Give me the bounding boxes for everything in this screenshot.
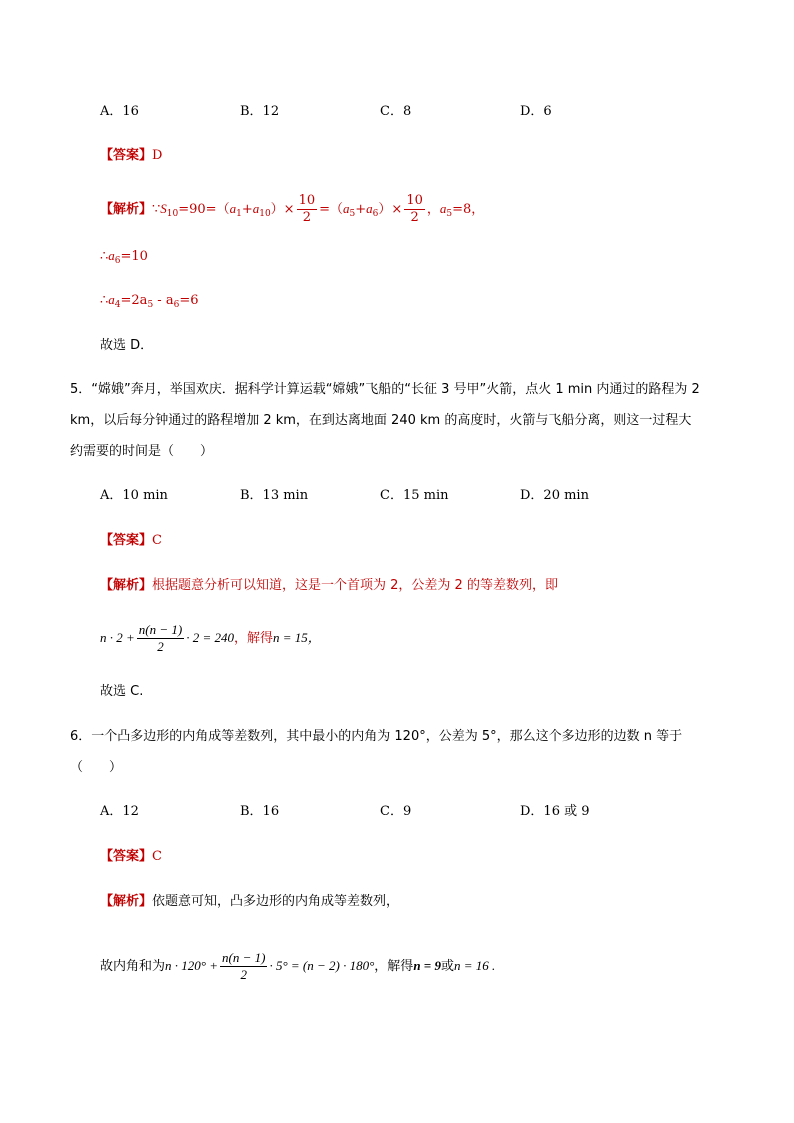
q6-option-d: D．16 或 9 xyxy=(520,804,590,819)
q5-answer-value: C xyxy=(152,533,162,548)
q6-option-c: C．9 xyxy=(380,804,412,819)
q4-a5b: a xyxy=(439,201,447,216)
q4-because: ∵ xyxy=(152,202,161,217)
q4-frac1-den: 2 xyxy=(302,210,311,225)
q4-a5-sub: 5 xyxy=(349,209,356,219)
q4-analysis-line1 xyxy=(100,193,484,226)
q4-analysis-line2 xyxy=(100,246,148,271)
q5-stem-line3: 约需要的时间是（ ） xyxy=(70,444,214,459)
q4-close1: ）× xyxy=(270,202,295,217)
q4-answer xyxy=(100,146,162,166)
q5-option-d: D．20 min xyxy=(520,488,589,503)
q4-s-sub: 10 xyxy=(166,209,179,219)
q5-frac-den: 2 xyxy=(157,639,164,654)
q6-analysis-tag: 【解析】 xyxy=(100,894,153,909)
q4-plus1: + xyxy=(241,202,253,217)
q6-formula-pre-text: 故内角和为 xyxy=(100,959,166,974)
q4-line3-rest: =6 xyxy=(179,293,199,308)
q4-frac2-num: 10 xyxy=(406,193,423,208)
q6-formula-solve: ，解得 xyxy=(374,959,414,974)
q4-option-a: A．16 xyxy=(100,104,139,119)
q6-frac-den: 2 xyxy=(240,967,247,982)
q4-plus2: + xyxy=(355,202,367,217)
q4-a6: a xyxy=(366,201,373,216)
q6-formula-n9: n = 9 xyxy=(413,958,441,973)
q6-option-a: A．12 xyxy=(100,804,139,819)
q5-formula-solve: ，解得 xyxy=(234,631,274,646)
q6-answer-value: C xyxy=(152,849,162,864)
q4-eq8: =8， xyxy=(452,202,485,217)
q4-option-d: D．6 xyxy=(520,104,552,119)
q6-formula-or: 或 xyxy=(440,959,454,974)
q5-answer-tag: 【答案】 xyxy=(100,533,153,548)
q4-s: S xyxy=(160,201,167,216)
q4-line3-mid: =2a xyxy=(120,293,148,308)
q6-formula-post: · 5° = (n − 2) · 180° xyxy=(269,958,375,973)
q5-frac-num: n(n − 1) xyxy=(138,622,183,637)
q4-comma: ， xyxy=(426,202,440,217)
q6-analysis-text: 依题意可知，凸多边形的内角成等差数列， xyxy=(152,894,400,909)
q4-a6-sub: 6 xyxy=(372,209,379,219)
q6-frac-num: n(n − 1) xyxy=(222,950,266,965)
q4-line3-sub: 4 xyxy=(114,300,121,310)
q4-answer-tag: 【答案】 xyxy=(100,148,153,163)
q5-formula xyxy=(100,622,321,655)
q6-analysis xyxy=(100,892,399,912)
q5-option-b: B．13 min xyxy=(240,488,309,503)
q4-eq2: =（ xyxy=(319,202,344,217)
q5-formula-post: · 2 = 240 xyxy=(186,630,234,645)
q4-line3-therefore: ∴ xyxy=(100,293,109,308)
q6-stem-line2: （ ） xyxy=(70,760,123,775)
q6-formula-n16: n = 16 . xyxy=(453,958,496,973)
q4-line3-a: a xyxy=(108,292,115,307)
q6-answer-tag: 【答案】 xyxy=(100,849,153,864)
q4-line3-sub5: 5 xyxy=(147,300,154,310)
q4-analysis-tag: 【解析】 xyxy=(100,202,153,217)
q4-analysis-line3 xyxy=(100,290,199,315)
q4-close2: ）× xyxy=(378,202,403,217)
q4-line3-minus: - a xyxy=(153,293,174,308)
q4-line2-a: a xyxy=(108,248,115,263)
q5-analysis-tag: 【解析】 xyxy=(100,578,153,593)
q5-conclusion: 故选 C. xyxy=(100,684,144,699)
q5-answer xyxy=(100,531,162,551)
q5-formula-pre: n · 2 + xyxy=(100,630,135,645)
q6-option-b: B．16 xyxy=(240,804,280,819)
q4-a5: a xyxy=(343,201,350,216)
q4-fraction-1 xyxy=(297,193,318,226)
q6-fraction xyxy=(220,950,267,983)
q5-option-c: C．15 min xyxy=(380,488,449,503)
q4-eq1: =90=（ xyxy=(178,202,230,217)
q4-answer-value: D xyxy=(152,148,163,163)
q5-stem-line1: 5．“嫦娥”奔月，举国欢庆．据科学计算运载“嫦娥”飞船的“长征 3 号甲”火箭，点火 1 min 内通过的路程为 2 xyxy=(70,382,700,397)
q5-option-a: A．10 min xyxy=(100,488,168,503)
q4-line3-sub6: 6 xyxy=(173,300,180,310)
q5-stem-line2: km，以后每分钟通过的路程增加 2 km，在到达离地面 240 km 的高度时，火箭与飞船分离，则这一过程大 xyxy=(70,413,692,428)
q4-option-c: C．8 xyxy=(380,104,412,119)
q4-a10: a xyxy=(252,201,260,216)
q4-conclusion: 故选 D． xyxy=(100,338,154,353)
q5-analysis xyxy=(100,576,558,596)
q4-fraction-2 xyxy=(404,193,425,226)
q4-frac1-num: 10 xyxy=(298,193,316,208)
q6-answer xyxy=(100,847,162,867)
q4-line2-sub: 6 xyxy=(114,256,121,266)
q4-frac2-den: 2 xyxy=(410,210,419,225)
q6-stem-line1: 6．一个凸多边形的内角成等差数列，其中最小的内角为 120°，公差为 5°，那么这个多边形的边数 n 等于 xyxy=(70,729,683,744)
q6-formula xyxy=(100,950,495,983)
q4-line2-rest: =10 xyxy=(120,249,148,264)
q4-a5b-sub: 5 xyxy=(446,209,453,219)
q4-a10-sub: 10 xyxy=(259,209,271,219)
q5-formula-result: n = 15， xyxy=(273,630,321,645)
q5-fraction xyxy=(137,622,184,655)
q4-option-b: B．12 xyxy=(240,104,280,119)
q6-formula-pre: n · 120° + xyxy=(165,958,218,973)
q4-a1: a xyxy=(229,201,237,216)
q4-line2-therefore: ∴ xyxy=(100,249,109,264)
q4-a1-sub: 1 xyxy=(236,209,242,219)
q5-analysis-text: 根据题意分析可以知道，这是一个首项为 2，公差为 2 的等差数列，即 xyxy=(152,578,558,593)
